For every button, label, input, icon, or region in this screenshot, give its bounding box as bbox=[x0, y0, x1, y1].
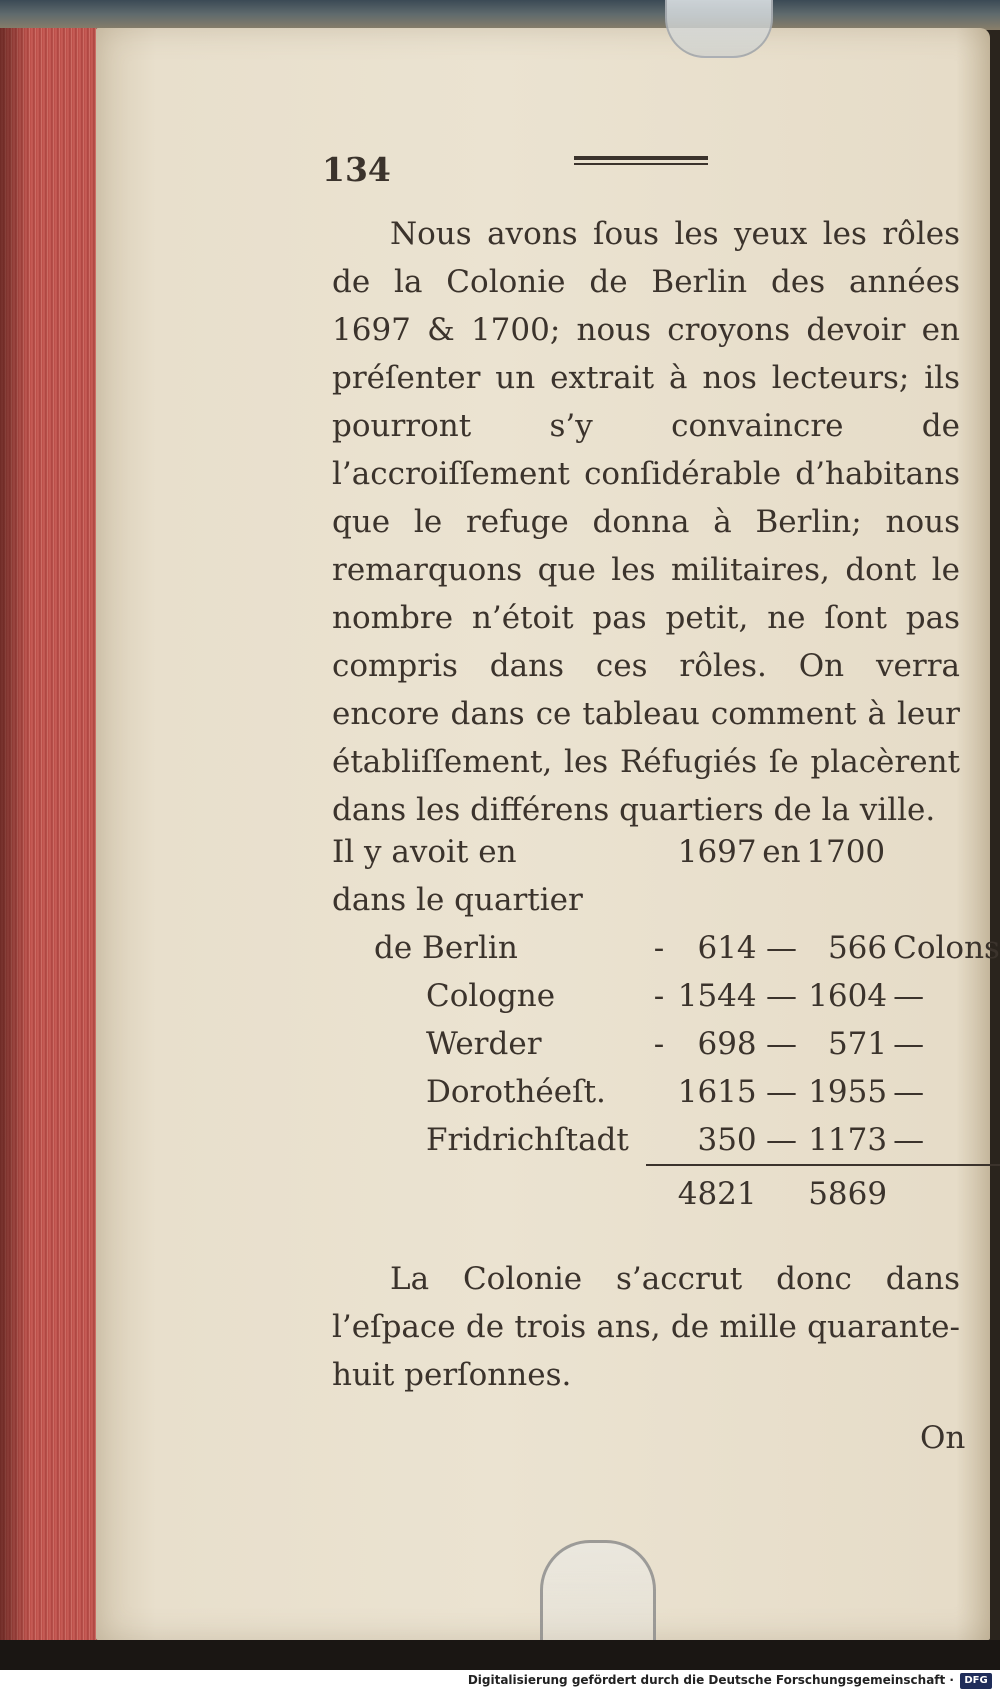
count-1697: 1615 bbox=[677, 1074, 757, 1110]
count-1700: 566 bbox=[827, 930, 888, 966]
quarter-name: Dorothéeſt. bbox=[426, 1074, 606, 1110]
count-1697: 614 bbox=[697, 930, 757, 966]
total-row bbox=[332, 1170, 1000, 1218]
table-row: Cologne - 1544 — 1604 — bbox=[332, 972, 1000, 1020]
quarter-name: de Berlin bbox=[374, 930, 518, 966]
dfg-logo: DFG bbox=[960, 1673, 992, 1689]
page-edges-shadow bbox=[0, 28, 30, 1640]
count-1700: 1173 bbox=[808, 1122, 888, 1158]
table-header-row bbox=[332, 828, 1000, 876]
count-1700: 1604 bbox=[808, 978, 888, 1014]
header-en: en bbox=[762, 834, 801, 870]
unit-label: Colons bbox=[893, 930, 1000, 966]
paragraph-intro: Nous avons ſous les yeux les rôles de la Colonie de Berlin des années 1697 & 1700; nous croyons devoir en préſenter un extrait à nos lecteurs; ils pourront s’y convaincre de l’accroiſſement conſidérable d’habitans que le refuge donna à Berlin; nous remarquons que les militaires, dont le nombre n’étoit pas petit, ne ſont pas compris dans ces rôles. On verra encore dans ce tableau comment à leur établiſſement, les Réfugiés ſe placèrent dans les différens quartiers de la ville. bbox=[332, 216, 960, 828]
catchword: On bbox=[920, 1420, 966, 1456]
binding-strip bbox=[0, 0, 1000, 30]
header-year-1700: 1700 bbox=[806, 834, 886, 870]
page-clip-top bbox=[665, 0, 773, 58]
table-row: Dorothéeſt. 1615 — 1955 — bbox=[332, 1068, 1000, 1116]
colony-table bbox=[332, 828, 1000, 1218]
count-1697: 350 bbox=[697, 1122, 757, 1158]
table-row: de Berlin - 614 — 566 Colons bbox=[332, 924, 1000, 972]
scan-bottom-edge bbox=[0, 1640, 1000, 1670]
table-row: Fridrichſtadt 350 — 1173 — bbox=[332, 1116, 1000, 1165]
header-left: Il y avoit en bbox=[332, 834, 517, 870]
quarter-name: Werder bbox=[426, 1026, 542, 1062]
table-header-row-2 bbox=[332, 876, 1000, 924]
quarter-name: Fridrichſtadt bbox=[426, 1122, 629, 1158]
count-1700: 1955 bbox=[808, 1074, 888, 1110]
headpiece-rule bbox=[574, 156, 708, 168]
count-1697: 698 bbox=[697, 1026, 757, 1062]
credit-bar bbox=[0, 1670, 1000, 1694]
total-1697: 4821 bbox=[677, 1176, 757, 1212]
total-1700: 5869 bbox=[808, 1176, 888, 1212]
credit-text: Digitalisierung gefördert durch die Deutsche Forschungsgemeinschaft · bbox=[467, 1673, 954, 1687]
count-1700: 571 bbox=[827, 1026, 888, 1062]
page-number: 134 bbox=[322, 150, 391, 189]
table-row: Werder - 698 — 571 — bbox=[332, 1020, 1000, 1068]
header-quartier: dans le quartier bbox=[332, 882, 583, 918]
header-year-1697: 1697 bbox=[677, 834, 757, 870]
paragraph-conclusion: La Colonie s’accrut donc dans l’eſpace de trois ans, de mille quarante-huit perſonnes. bbox=[332, 1261, 960, 1393]
count-1697: 1544 bbox=[677, 978, 757, 1014]
quarter-name: Cologne bbox=[426, 978, 556, 1014]
